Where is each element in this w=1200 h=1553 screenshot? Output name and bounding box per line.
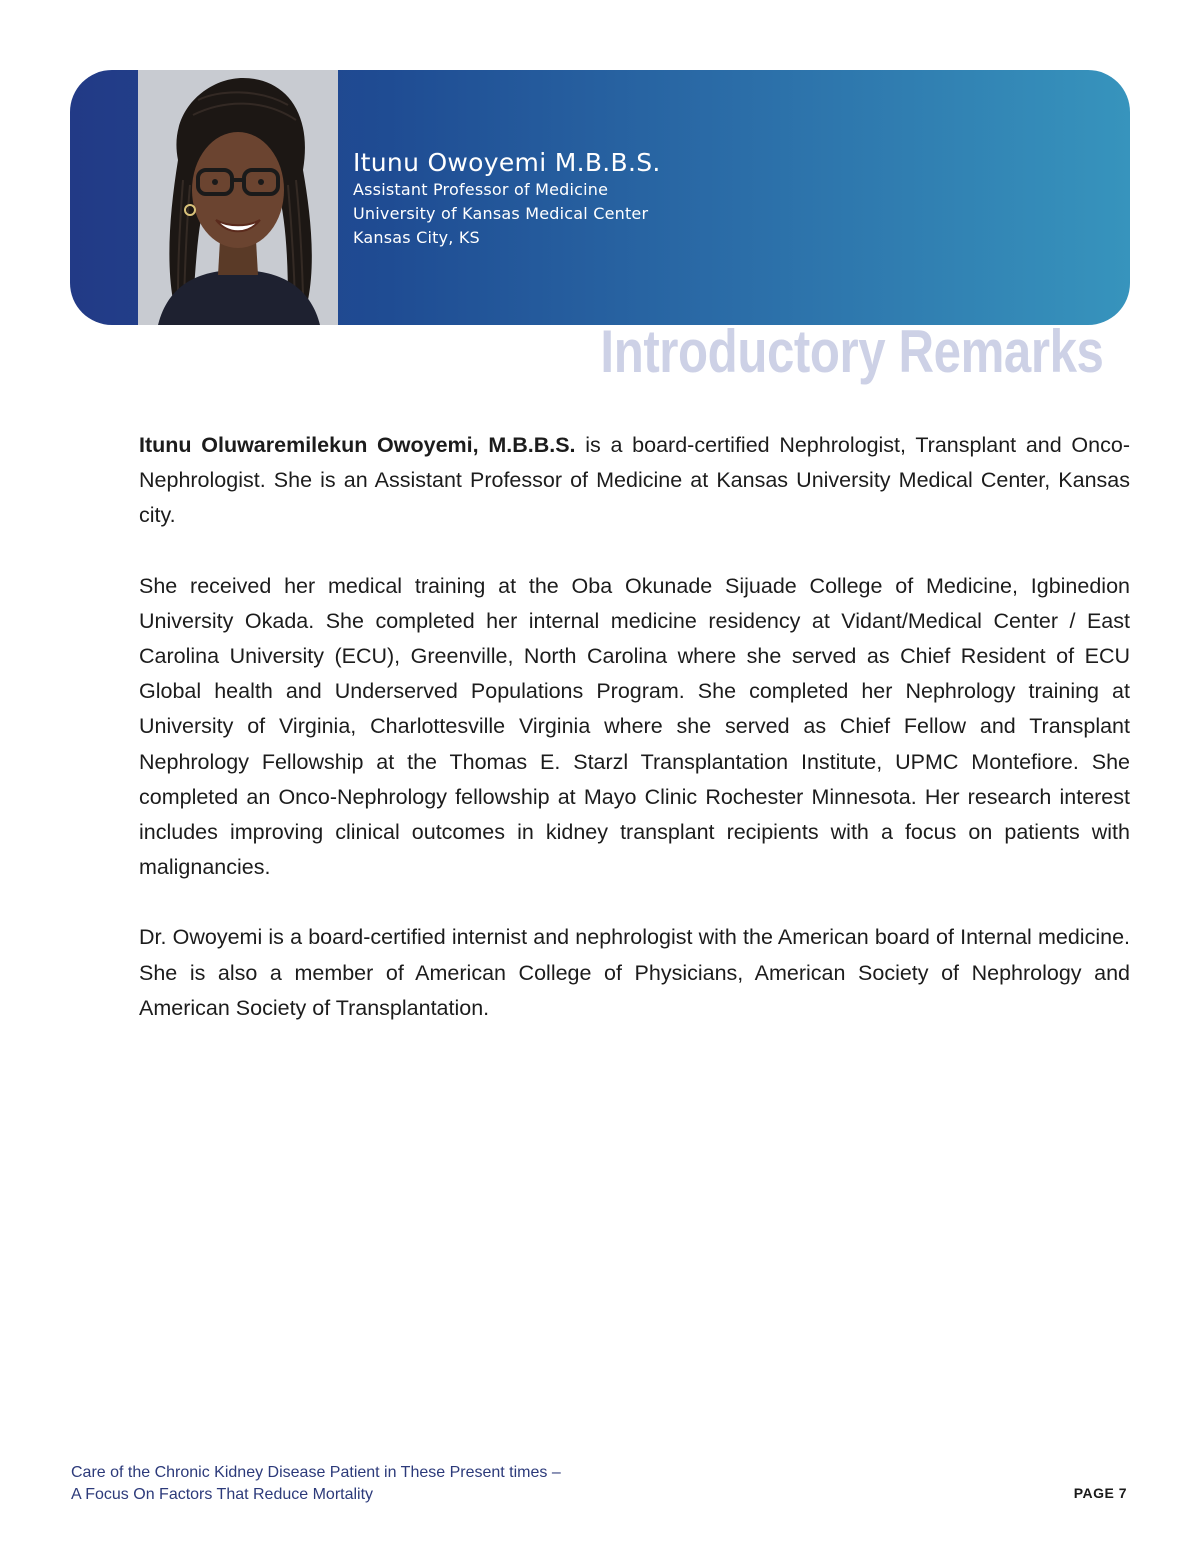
header-banner xyxy=(70,70,1130,325)
body-text xyxy=(139,428,1130,1061)
paragraph-training: She received her medical training at the Oba Okunade Sijuade College of Medicine, Igbinedion University Okada. She completed her internal medicine residency at Vidant/Medical Center / East Carolina University (ECU), Greenville, North Carolina where she served as Chief Resident of ECU Global health and Underserved Populations Program. She completed her Nephrology training at University of Virginia, Charlottesville Virginia where she served as Chief Fellow and Transplant Nephrology Fellowship at the Thomas E. Starzl Transplantation Institute, UPMC Montefiore. She completed an Onco-Nephrology fellowship at Mayo Clinic Rochester Minnesota. Her research interest includes improving clinical outcomes in kidney transplant recipients with a focus on patients with malignancies. xyxy=(139,573,1130,880)
speaker-institution: University of Kansas Medical Center xyxy=(353,204,649,223)
paragraph-memberships: Dr. Owoyemi is a board-certified internist and nephrologist with the American board of Internal medicine. She is also a member of American College of Physicians, American Society of Nephrology and American Society of Transplantation. xyxy=(139,925,1130,1020)
footer-title xyxy=(71,1462,561,1506)
paragraph-intro xyxy=(139,428,1130,534)
footer-line-1: Care of the Chronic Kidney Disease Patient in These Present times – xyxy=(71,1464,561,1481)
page-number: PAGE 7 xyxy=(1073,1485,1127,1501)
speaker-info xyxy=(353,148,661,250)
speaker-location: Kansas City, KS xyxy=(353,228,480,247)
full-name: Itunu Oluwaremilekun Owoyemi, M.B.B.S. xyxy=(139,433,576,457)
speaker-name: Itunu Owoyemi M.B.B.S. xyxy=(353,148,661,177)
footer-line-2: A Focus On Factors That Reduce Mortality xyxy=(71,1486,374,1503)
speaker-photo xyxy=(138,70,338,325)
intro-text: is a board-certified Nephrologist, Transplant and Onco-Nephrologist. She is an Assistant Professor of Medicine at Kansas University Medical Center, Kansas city. xyxy=(139,433,1130,528)
speaker-title: Assistant Professor of Medicine xyxy=(353,180,609,199)
section-title: Introductory Remarks xyxy=(599,318,1103,385)
